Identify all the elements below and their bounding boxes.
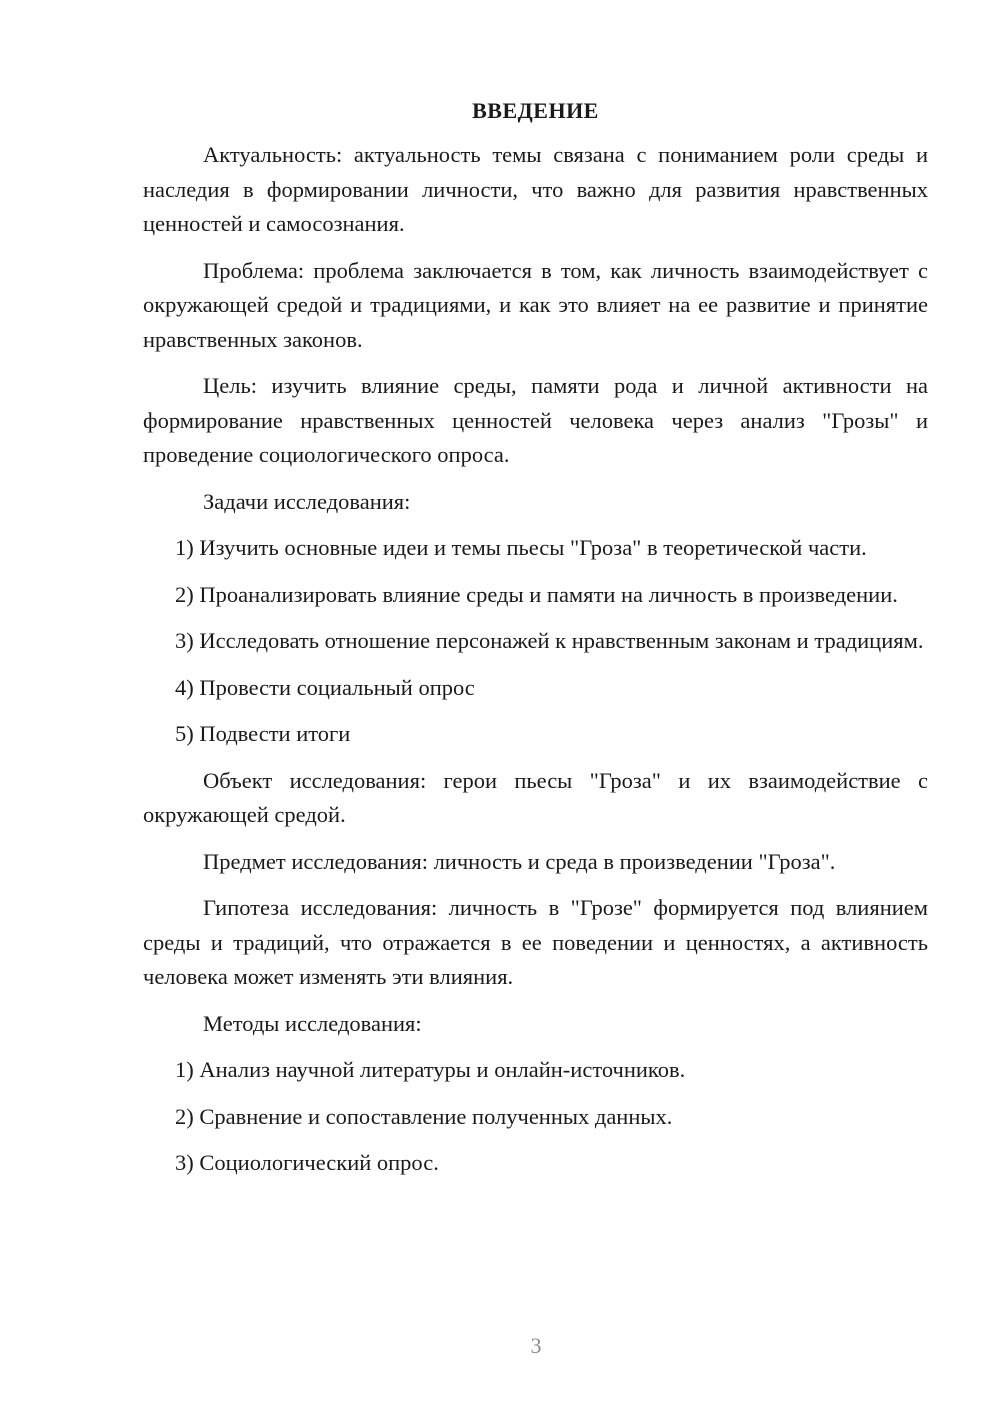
hypothesis-paragraph: Гипотеза исследования: личность в "Грозе" формируется под влиянием среды и традиций, что отражается в ее поведении и ценностях, а активность человека может изменять эти влияния. <box>143 895 928 989</box>
document-body <box>143 94 928 1193</box>
section-title: ВВЕДЕНИЕ <box>472 98 599 123</box>
page-number: 3 <box>530 1333 542 1358</box>
method-item: 3) Социологический опрос. <box>175 1150 439 1175</box>
method-item: 1) Анализ научной литературы и онлайн-источников. <box>175 1057 686 1082</box>
tasks-heading: Задачи исследования: <box>203 488 411 514</box>
task-item: 5) Подвести итоги <box>175 721 351 746</box>
relevance-paragraph: Актуальность: актуальность темы связана с пониманием роли среды и наследия в формировании личности, что важно для развития нравственных ценностей и самосознания. <box>143 142 928 236</box>
task-item: 2) Проанализировать влияние среды и памяти на личность в произведении. <box>175 581 898 607</box>
task-item: 3) Исследовать отношение персонажей к нравственным законам и традициям. <box>175 628 924 653</box>
task-item: 1) Изучить основные идеи и темы пьесы "Гроза" в теоретической части. <box>175 535 867 560</box>
methods-heading: Методы исследования: <box>203 1010 422 1036</box>
method-item: 2) Сравнение и сопоставление полученных данных. <box>175 1103 673 1129</box>
goal-paragraph: Цель: изучить влияние среды, памяти рода и личной активности на формирование нравственных ценностей человека через анализ "Грозы" и проведение социологического опроса. <box>143 373 928 467</box>
problem-paragraph: Проблема: проблема заключается в том, как личность взаимодействует с окружающей средой и традициями, и как это влияет на ее развитие и принятие нравственных законов. <box>143 257 928 352</box>
object-paragraph: Объект исследования: герои пьесы "Гроза" и их взаимодействие с окружающей средой. <box>143 767 928 827</box>
subject-paragraph: Предмет исследования: личность и среда в произведении "Гроза". <box>203 848 836 874</box>
task-item: 4) Провести социальный опрос <box>175 674 475 700</box>
